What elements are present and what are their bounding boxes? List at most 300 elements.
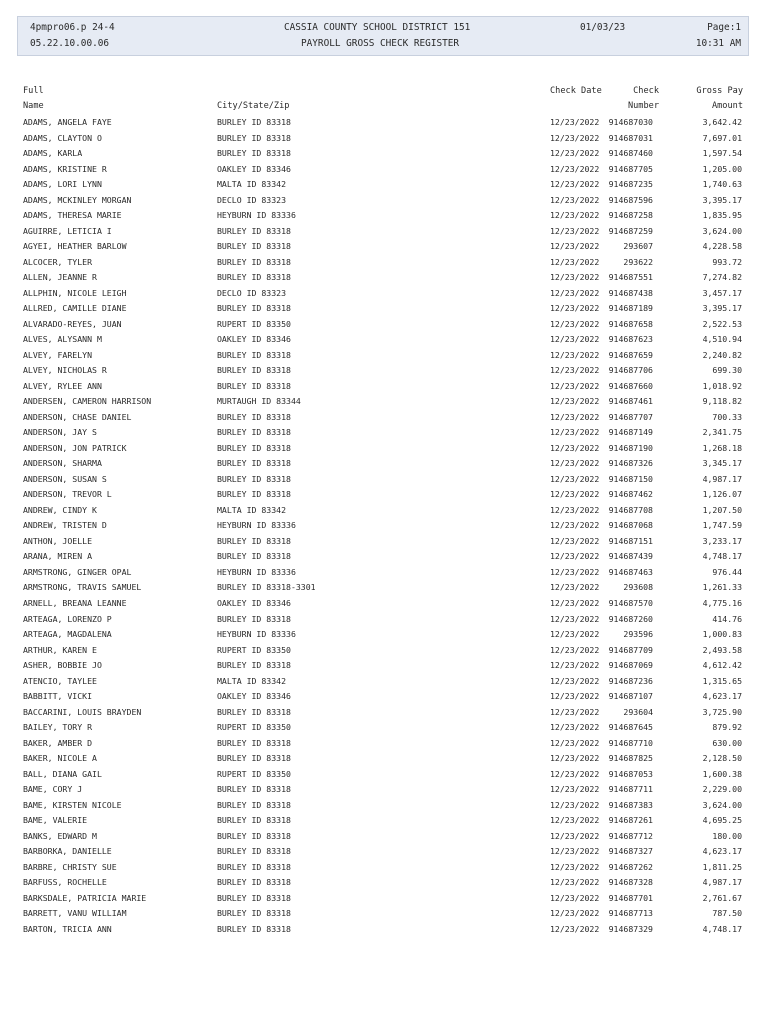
gross-pay-amount: 4,987.17 <box>702 877 742 888</box>
gross-pay-amount: 4,775.16 <box>702 597 742 608</box>
employee-name: ADAMS, MCKINLEY MORGAN <box>23 194 132 205</box>
gross-pay-amount: 1,811.25 <box>702 861 742 872</box>
employee-name: ARMSTRONG, GINGER OPAL <box>23 566 132 577</box>
check-number: 914687258 <box>608 210 653 221</box>
gross-pay-amount: 414.76 <box>712 613 742 624</box>
check-number: 914687149 <box>608 427 653 438</box>
table-row <box>0 566 770 582</box>
gross-pay-amount: 1,268.18 <box>702 442 742 453</box>
check-date: 12/23/2022 <box>550 597 600 608</box>
employee-name: ARTEAGA, LORENZO P <box>23 613 112 624</box>
table-row <box>0 923 770 939</box>
employee-name: BARBRE, CHRISTY SUE <box>23 861 117 872</box>
check-number: 914687326 <box>608 458 653 469</box>
gross-pay-amount: 1,835.95 <box>702 210 742 221</box>
check-number: 914687262 <box>608 861 653 872</box>
check-number: 914687463 <box>608 566 653 577</box>
city-state-zip: BURLEY ID 83318 <box>217 148 291 159</box>
gross-pay-amount: 4,748.17 <box>702 923 742 934</box>
city-state-zip: MALTA ID 83342 <box>217 504 287 515</box>
check-date: 12/23/2022 <box>550 613 600 624</box>
city-state-zip: HEYBURN ID 83336 <box>217 210 296 221</box>
check-number: 914687708 <box>608 504 653 515</box>
check-date: 12/23/2022 <box>550 768 600 779</box>
col-check-bottom: Number <box>627 101 659 111</box>
check-number: 914687190 <box>608 442 653 453</box>
check-date: 12/23/2022 <box>550 706 600 717</box>
check-date: 12/23/2022 <box>550 442 600 453</box>
employee-name: ALVEY, FARELYN <box>23 349 93 360</box>
city-state-zip: RUPERT ID 83350 <box>217 768 291 779</box>
report-title: PAYROLL GROSS CHECK REGISTER <box>301 38 460 49</box>
check-date: 12/23/2022 <box>550 691 600 702</box>
table-row <box>0 783 770 799</box>
employee-name: ALCOCER, TYLER <box>23 256 93 267</box>
check-date: 12/23/2022 <box>550 179 600 190</box>
col-gross-bottom: Amount <box>711 101 743 111</box>
employee-name: ADAMS, CLAYTON O <box>23 132 102 143</box>
check-date: 12/23/2022 <box>550 473 600 484</box>
table-row <box>0 581 770 597</box>
employee-name: BALL, DIANA GAIL <box>23 768 102 779</box>
table-row <box>0 675 770 691</box>
table-row <box>0 473 770 489</box>
check-date: 12/23/2022 <box>550 861 600 872</box>
check-number: 914687439 <box>608 551 653 562</box>
gross-pay-amount: 3,395.17 <box>702 303 742 314</box>
city-state-zip: BURLEY ID 83318 <box>217 303 291 314</box>
city-state-zip: BURLEY ID 83318 <box>217 706 291 717</box>
check-date: 12/23/2022 <box>550 504 600 515</box>
gross-pay-amount: 787.50 <box>712 908 742 919</box>
check-number: 914687069 <box>608 660 653 671</box>
city-state-zip: BURLEY ID 83318 <box>217 132 291 143</box>
check-number: 914687825 <box>608 753 653 764</box>
table-row <box>0 318 770 334</box>
employee-name: ANDERSON, JON PATRICK <box>23 442 127 453</box>
employee-name: ANDERSON, JAY S <box>23 427 97 438</box>
table-row <box>0 861 770 877</box>
table-row <box>0 597 770 613</box>
gross-pay-amount: 976.44 <box>712 566 742 577</box>
city-state-zip: HEYBURN ID 83336 <box>217 520 296 531</box>
employee-name: BAME, KIRSTEN NICOLE <box>23 799 122 810</box>
check-number: 914687460 <box>608 148 653 159</box>
check-date: 12/23/2022 <box>550 629 600 640</box>
table-row <box>0 613 770 629</box>
employee-name: BARBORKA, DANIELLE <box>23 846 112 857</box>
employee-name: AGYEI, HEATHER BARLOW <box>23 241 127 252</box>
employee-name: ALLRED, CAMILLE DIANE <box>23 303 127 314</box>
check-number: 914687438 <box>608 287 653 298</box>
city-state-zip: OAKLEY ID 83346 <box>217 597 291 608</box>
table-row <box>0 411 770 427</box>
city-state-zip: BURLEY ID 83318 <box>217 737 291 748</box>
gross-pay-amount: 2,761.67 <box>702 892 742 903</box>
check-number: 293622 <box>623 256 653 267</box>
check-number: 914687235 <box>608 179 653 190</box>
check-date: 12/23/2022 <box>550 349 600 360</box>
employee-name: ALVEY, NICHOLAS R <box>23 365 107 376</box>
employee-name: ASHER, BOBBIE JO <box>23 660 102 671</box>
gross-pay-amount: 700.33 <box>712 411 742 422</box>
city-state-zip: BURLEY ID 83318 <box>217 660 291 671</box>
check-date: 12/23/2022 <box>550 737 600 748</box>
table-row <box>0 550 770 566</box>
employee-name: ALLPHIN, NICOLE LEIGH <box>23 287 127 298</box>
employee-name: BAKER, AMBER D <box>23 737 93 748</box>
gross-pay-amount: 3,345.17 <box>702 458 742 469</box>
table-row <box>0 659 770 675</box>
employee-name: ANTHON, JOELLE <box>23 535 93 546</box>
check-number: 914687705 <box>608 163 653 174</box>
city-state-zip: BURLEY ID 83318 <box>217 411 291 422</box>
table-row <box>0 271 770 287</box>
table-row <box>0 628 770 644</box>
run-time: 10:31 AM <box>695 38 741 49</box>
check-date: 12/23/2022 <box>550 551 600 562</box>
check-date: 12/23/2022 <box>550 489 600 500</box>
gross-pay-amount: 3,395.17 <box>702 194 742 205</box>
gross-pay-amount: 630.00 <box>712 737 742 748</box>
check-number: 914687236 <box>608 675 653 686</box>
gross-pay-amount: 1,597.54 <box>702 148 742 159</box>
city-state-zip: BURLEY ID 83318 <box>217 799 291 810</box>
gross-pay-amount: 2,229.00 <box>702 784 742 795</box>
table-row <box>0 504 770 520</box>
page-number: Page:1 <box>707 22 741 33</box>
employee-name: ADAMS, ANGELA FAYE <box>23 117 112 127</box>
check-date: 12/23/2022 <box>550 334 600 345</box>
table-row <box>0 830 770 846</box>
city-state-zip: OAKLEY ID 83346 <box>217 163 291 174</box>
gross-pay-amount: 1,126.07 <box>702 489 742 500</box>
city-state-zip: BURLEY ID 83318 <box>217 535 291 546</box>
gross-pay-amount: 2,493.58 <box>702 644 742 655</box>
city-state-zip: RUPERT ID 83350 <box>217 644 291 655</box>
employee-name: ARMSTRONG, TRAVIS SAMUEL <box>23 582 142 593</box>
check-number: 914687711 <box>608 784 653 795</box>
check-number: 293596 <box>623 629 653 640</box>
employee-name: BAILEY, TORY R <box>23 722 93 733</box>
city-state-zip: BURLEY ID 83318 <box>217 551 291 562</box>
city-state-zip: OAKLEY ID 83346 <box>217 334 291 345</box>
city-state-zip: BURLEY ID 83318 <box>217 241 291 252</box>
gross-pay-amount: 1,740.63 <box>702 179 742 190</box>
city-state-zip: BURLEY ID 83318 <box>217 380 291 391</box>
gross-pay-amount: 4,612.42 <box>702 660 742 671</box>
gross-pay-amount: 7,697.01 <box>702 132 742 143</box>
gross-pay-amount: 4,987.17 <box>702 473 742 484</box>
check-date: 12/23/2022 <box>550 846 600 857</box>
table-row <box>0 876 770 892</box>
city-state-zip: DECLO ID 83323 <box>217 194 287 205</box>
col-check-date: Check Date <box>550 86 602 96</box>
gross-pay-amount: 3,725.90 <box>702 706 742 717</box>
employee-name: ANDERSEN, CAMERON HARRISON <box>23 396 152 407</box>
check-date: 12/23/2022 <box>550 210 600 221</box>
table-row <box>0 426 770 442</box>
table-row <box>0 116 770 132</box>
city-state-zip: BURLEY ID 83318 <box>217 753 291 764</box>
check-number: 914687259 <box>608 225 653 236</box>
gross-pay-amount: 1,000.83 <box>702 629 742 640</box>
city-state-zip: RUPERT ID 83350 <box>217 722 291 733</box>
table-row <box>0 287 770 303</box>
check-date: 12/23/2022 <box>550 458 600 469</box>
col-name-bottom: Name <box>23 101 44 111</box>
employee-name: ANDERSON, SUSAN S <box>23 473 107 484</box>
table-row <box>0 302 770 318</box>
employee-name: ALVEY, RYLEE ANN <box>23 380 102 391</box>
check-number: 914687709 <box>608 644 653 655</box>
table-row <box>0 690 770 706</box>
check-number: 914687327 <box>608 846 653 857</box>
gross-pay-amount: 4,623.17 <box>702 846 742 857</box>
check-number: 914687107 <box>608 691 653 702</box>
gross-pay-amount: 2,128.50 <box>702 753 742 764</box>
check-number: 914687150 <box>608 473 653 484</box>
employee-name: ARANA, MIREN A <box>23 551 93 562</box>
check-number: 914687706 <box>608 365 653 376</box>
check-number: 914687645 <box>608 722 653 733</box>
check-number: 914687701 <box>608 892 653 903</box>
gross-pay-amount: 1,747.59 <box>702 520 742 531</box>
table-row <box>0 752 770 768</box>
gross-pay-amount: 1,315.65 <box>702 675 742 686</box>
check-number: 914687707 <box>608 411 653 422</box>
gross-pay-amount: 180.00 <box>712 830 742 841</box>
city-state-zip: BURLEY ID 83318 <box>217 846 291 857</box>
check-date: 12/23/2022 <box>550 675 600 686</box>
gross-pay-amount: 1,205.00 <box>702 163 742 174</box>
check-date: 12/23/2022 <box>550 303 600 314</box>
gross-pay-amount: 7,274.82 <box>702 272 742 283</box>
city-state-zip: BURLEY ID 83318 <box>217 427 291 438</box>
gross-pay-amount: 4,623.17 <box>702 691 742 702</box>
check-number: 914687151 <box>608 535 653 546</box>
check-date: 12/23/2022 <box>550 520 600 531</box>
table-row <box>0 814 770 830</box>
col-check-top: Check <box>633 86 659 96</box>
check-date: 12/23/2022 <box>550 194 600 205</box>
city-state-zip: BURLEY ID 83318 <box>217 861 291 872</box>
table-row <box>0 535 770 551</box>
city-state-zip: BURLEY ID 83318 <box>217 272 291 283</box>
employee-name: ANDERSON, SHARMA <box>23 458 102 469</box>
city-state-zip: BURLEY ID 83318 <box>217 892 291 903</box>
check-number: 914687261 <box>608 815 653 826</box>
table-row <box>0 349 770 365</box>
city-state-zip: BURLEY ID 83318 <box>217 225 291 236</box>
check-date: 12/23/2022 <box>550 241 600 252</box>
table-row <box>0 225 770 241</box>
employee-name: ARNELL, BREANA LEANNE <box>23 597 127 608</box>
employee-name: ALVES, ALYSANN M <box>23 334 102 345</box>
city-state-zip: BURLEY ID 83318 <box>217 923 291 934</box>
check-date: 12/23/2022 <box>550 163 600 174</box>
table-row <box>0 457 770 473</box>
employee-name: ATENCIO, TAYLEE <box>23 675 97 686</box>
employee-name: BAME, CORY J <box>23 784 83 795</box>
district-name: CASSIA COUNTY SCHOOL DISTRICT 151 <box>284 22 471 33</box>
employee-name: BAKER, NICOLE A <box>23 753 97 764</box>
table-row <box>0 768 770 784</box>
check-number: 914687623 <box>608 334 653 345</box>
employee-name: ANDERSON, CHASE DANIEL <box>23 411 132 422</box>
check-date: 12/23/2022 <box>550 132 600 143</box>
check-date: 12/23/2022 <box>550 225 600 236</box>
gross-pay-amount: 1,018.92 <box>702 380 742 391</box>
table-row <box>0 519 770 535</box>
gross-pay-amount: 4,748.17 <box>702 551 742 562</box>
city-state-zip: BURLEY ID 83318 <box>217 442 291 453</box>
check-date: 12/23/2022 <box>550 411 600 422</box>
check-date: 12/23/2022 <box>550 753 600 764</box>
check-number: 914687328 <box>608 877 653 888</box>
city-state-zip: MALTA ID 83342 <box>217 179 287 190</box>
table-row <box>0 706 770 722</box>
table-row <box>0 442 770 458</box>
check-date: 12/23/2022 <box>550 566 600 577</box>
employee-name: ALLEN, JEANNE R <box>23 272 97 283</box>
gross-pay-amount: 3,624.00 <box>702 225 742 236</box>
employee-name: BARRETT, VANU WILLIAM <box>23 908 127 919</box>
check-date: 12/23/2022 <box>550 799 600 810</box>
table-row <box>0 178 770 194</box>
table-row <box>0 907 770 923</box>
check-number: 293608 <box>623 582 653 593</box>
check-number: 914687713 <box>608 908 653 919</box>
check-date: 12/23/2022 <box>550 427 600 438</box>
city-state-zip: BURLEY ID 83318 <box>217 908 291 919</box>
city-state-zip: DECLO ID 83323 <box>217 287 287 298</box>
city-state-zip: BURLEY ID 83318 <box>217 473 291 484</box>
check-date: 12/23/2022 <box>550 287 600 298</box>
table-row <box>0 845 770 861</box>
employee-name: ADAMS, KRISTINE R <box>23 163 107 174</box>
employee-name: BARKSDALE, PATRICIA MARIE <box>23 892 147 903</box>
table-row <box>0 147 770 163</box>
city-state-zip: BURLEY ID 83318 <box>217 613 291 624</box>
check-date: 12/23/2022 <box>550 830 600 841</box>
check-number: 914687551 <box>608 272 653 283</box>
check-date: 12/23/2022 <box>550 380 600 391</box>
city-state-zip: OAKLEY ID 83346 <box>217 691 291 702</box>
employee-name: ANDREW, CINDY K <box>23 504 97 515</box>
gross-pay-amount: 4,695.25 <box>702 815 742 826</box>
gross-pay-amount: 993.72 <box>712 256 742 267</box>
employee-name: BARFUSS, ROCHELLE <box>23 877 107 888</box>
check-number: 914687030 <box>608 117 653 127</box>
table-row <box>0 799 770 815</box>
employee-name: ALVARADO-REYES, JUAN <box>23 318 122 329</box>
check-number: 914687383 <box>608 799 653 810</box>
employee-name: ANDERSON, TREVOR L <box>23 489 112 500</box>
check-number: 914687462 <box>608 489 653 500</box>
check-number: 914687712 <box>608 830 653 841</box>
check-date: 12/23/2022 <box>550 877 600 888</box>
gross-pay-amount: 699.30 <box>712 365 742 376</box>
check-number: 914687710 <box>608 737 653 748</box>
table-row <box>0 892 770 908</box>
gross-pay-amount: 4,228.58 <box>702 241 742 252</box>
run-date: 01/03/23 <box>580 22 626 33</box>
table-row <box>0 737 770 753</box>
city-state-zip: BURLEY ID 83318-3301 <box>217 582 316 593</box>
check-date: 12/23/2022 <box>550 660 600 671</box>
city-state-zip: HEYBURN ID 83336 <box>217 566 296 577</box>
check-number: 914687461 <box>608 396 653 407</box>
check-date: 12/23/2022 <box>550 784 600 795</box>
city-state-zip: MURTAUGH ID 83344 <box>217 396 301 407</box>
table-row <box>0 364 770 380</box>
employee-name: ADAMS, LORI LYNN <box>23 179 102 190</box>
check-date: 12/23/2022 <box>550 535 600 546</box>
gross-pay-amount: 1,207.50 <box>702 504 742 515</box>
table-row <box>0 163 770 179</box>
employee-name: BAME, VALERIE <box>23 815 88 826</box>
check-number: 914687658 <box>608 318 653 329</box>
check-date: 12/23/2022 <box>550 908 600 919</box>
gross-pay-amount: 2,240.82 <box>702 349 742 360</box>
check-date: 12/23/2022 <box>550 815 600 826</box>
col-city: City/State/Zip <box>217 101 290 111</box>
col-name-top: Full <box>23 86 44 96</box>
city-state-zip: BURLEY ID 83318 <box>217 830 291 841</box>
gross-pay-amount: 1,261.33 <box>702 582 742 593</box>
city-state-zip: BURLEY ID 83318 <box>217 815 291 826</box>
table-row <box>0 132 770 148</box>
register-table <box>0 116 770 938</box>
table-row <box>0 240 770 256</box>
table-row <box>0 488 770 504</box>
check-date: 12/23/2022 <box>550 892 600 903</box>
check-number: 914687031 <box>608 132 653 143</box>
report-header <box>17 16 749 56</box>
col-gross-top: Gross Pay <box>696 86 743 96</box>
table-row <box>0 380 770 396</box>
check-number: 914687659 <box>608 349 653 360</box>
city-state-zip: BURLEY ID 83318 <box>217 489 291 500</box>
check-number: 914687329 <box>608 923 653 934</box>
employee-name: BANKS, EDWARD M <box>23 830 97 841</box>
program-id: 4pmpro06.p 24-4 <box>30 22 115 33</box>
city-state-zip: BURLEY ID 83318 <box>217 877 291 888</box>
gross-pay-amount: 4,510.94 <box>702 334 742 345</box>
check-number: 293604 <box>623 706 653 717</box>
check-number: 914687260 <box>608 613 653 624</box>
employee-name: ANDREW, TRISTEN D <box>23 520 107 531</box>
table-row <box>0 256 770 272</box>
check-date: 12/23/2022 <box>550 396 600 407</box>
city-state-zip: RUPERT ID 83350 <box>217 318 291 329</box>
employee-name: BARTON, TRICIA ANN <box>23 923 112 934</box>
gross-pay-amount: 879.92 <box>712 722 742 733</box>
gross-pay-amount: 2,522.53 <box>702 318 742 329</box>
check-number: 914687660 <box>608 380 653 391</box>
check-number: 914687053 <box>608 768 653 779</box>
gross-pay-amount: 3,624.00 <box>702 799 742 810</box>
employee-name: BABBITT, VICKI <box>23 691 93 702</box>
city-state-zip: BURLEY ID 83318 <box>217 784 291 795</box>
table-row <box>0 209 770 225</box>
gross-pay-amount: 3,457.17 <box>702 287 742 298</box>
table-row <box>0 194 770 210</box>
city-state-zip: BURLEY ID 83318 <box>217 117 291 127</box>
city-state-zip: MALTA ID 83342 <box>217 675 287 686</box>
check-date: 12/23/2022 <box>550 644 600 655</box>
